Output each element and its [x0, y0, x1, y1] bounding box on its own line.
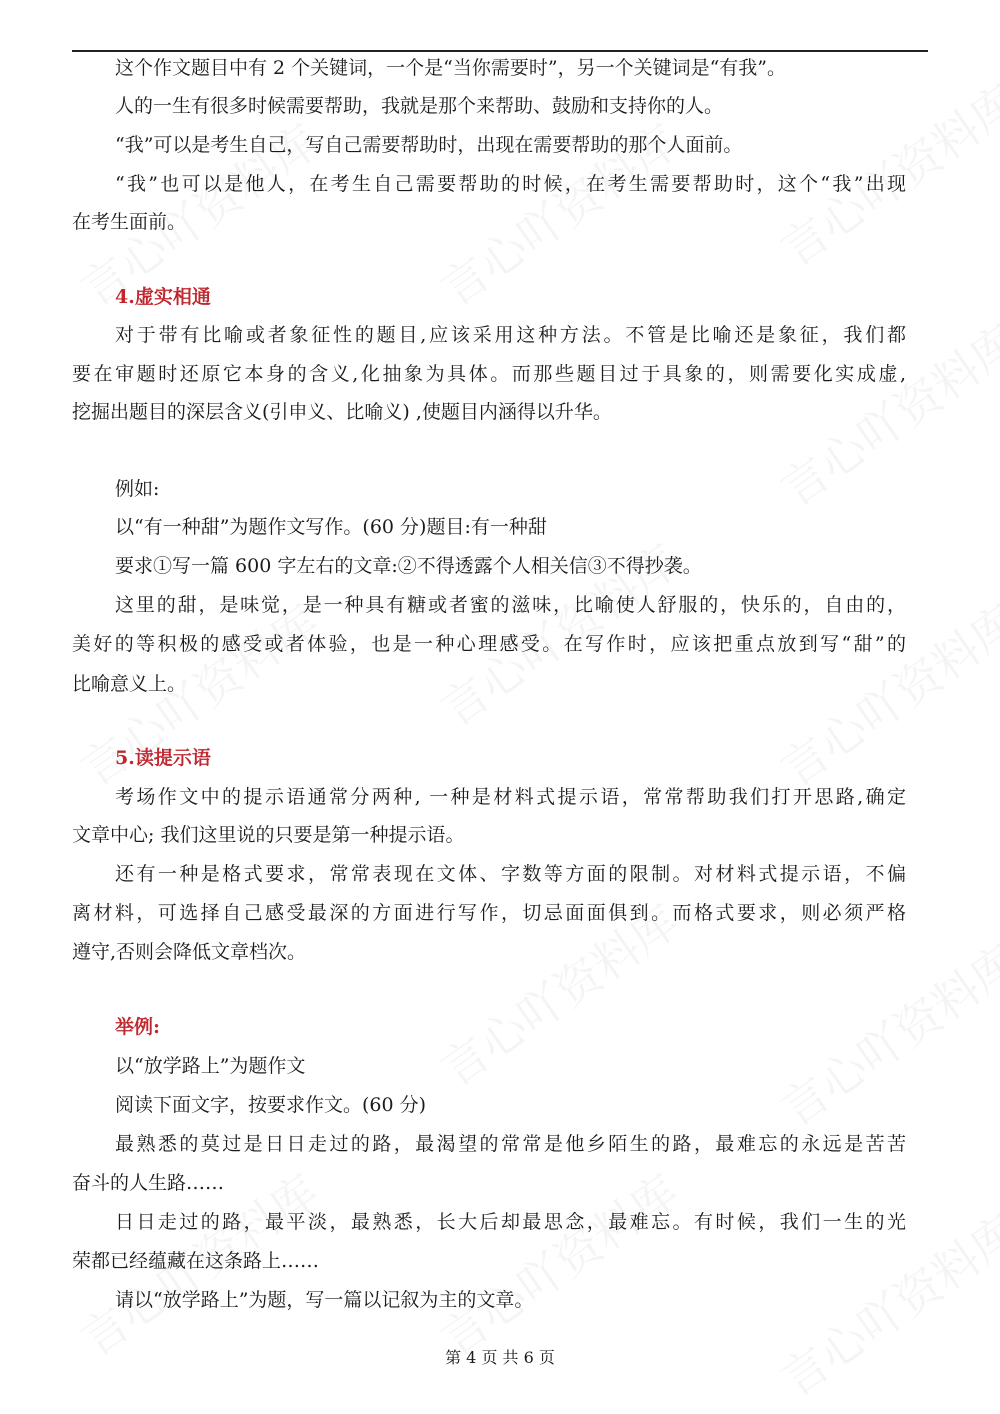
paragraph-line: 这里的甜，是味觉，是一种具有糖或者蜜的滋味，比喻使人舒服的，快乐的，自由的， — [115, 594, 906, 616]
paragraph-line: 阅读下面文字，按要求作文。(60 分) — [115, 1094, 427, 1116]
paragraph-line: 奋斗的人生路…… — [72, 1172, 225, 1194]
paragraph-line: 挖掘出题目的深层含义(引申义、比喻义) ,使题目内涵得以升华。 — [72, 401, 612, 423]
paragraph-line: 离材料，可选择自己感受最深的方面进行写作，切忌面面俱到。而格式要求，则必须严格 — [72, 902, 906, 924]
section-heading: 4.虚实相通 — [115, 286, 211, 308]
paragraph-line: 这个作文题目中有 2 个关键词，一个是“当你需要时”，另一个关键词是“有我”。 — [115, 57, 787, 79]
paragraph-line: 荣都已经蕴藏在这条路上…… — [72, 1250, 320, 1272]
paragraph-line: 最熟悉的莫过是日日走过的路，最渴望的常常是他乡陌生的路，最难忘的永远是苦苦 — [115, 1133, 906, 1155]
paragraph-line: “我”也可以是他人，在考生自己需要帮助的时候，在考生需要帮助时，这个“我”出现 — [115, 173, 906, 195]
paragraph-line: 对于带有比喻或者象征性的题目,应该采用这种方法。不管是比喻还是象征，我们都 — [115, 324, 906, 346]
paragraph-line: 比喻意义上。 — [72, 673, 187, 695]
paragraph-line: 美好的等积极的感受或者体验，也是一种心理感受。在写作时，应该把重点放到写“甜”的 — [72, 633, 906, 655]
page-number: 第 4 页 共 6 页 — [445, 1348, 555, 1367]
paragraph-line: 请以“放学路上”为题，写一篇以记叙为主的文章。 — [115, 1289, 534, 1311]
section-heading: 5.读提示语 — [115, 747, 211, 769]
paragraph-line: “我”可以是考生自己，写自己需要帮助时，出现在需要帮助的那个人面前。 — [115, 134, 743, 156]
paragraph-line: 日日走过的路，最平淡，最熟悉，长大后却最思念，最难忘。有时候，我们一生的光 — [115, 1211, 906, 1233]
paragraph-line: 文章中心; 我们这里说的只要是第一种提示语。 — [72, 824, 465, 846]
section-heading: 举例: — [115, 1016, 161, 1038]
paragraph-line: 在考生面前。 — [72, 211, 187, 233]
paragraph-line: 要求①写一篇 600 字左右的文章:②不得透露个人相关信③不得抄袭。 — [115, 555, 702, 577]
header-rule — [72, 50, 928, 52]
paragraph-line: 遵守,否则会降低文章档次。 — [72, 941, 307, 963]
paragraph-line: 人的一生有很多时候需要帮助，我就是那个来帮助、鼓励和支持你的人。 — [115, 95, 724, 117]
paragraph-line: 例如: — [115, 478, 160, 500]
paragraph-line: 还有一种是格式要求，常常表现在文体、字数等方面的限制。对材料式提示语，不偏 — [115, 863, 906, 885]
paragraph-line: 考场作文中的提示语通常分两种, 一种是材料式提示语，常常帮助我们打开思路,确定 — [115, 786, 906, 808]
paragraph-line: 以“放学路上”为题作文 — [115, 1055, 306, 1077]
paragraph-line: 以“有一种甜”为题作文写作。(60 分)题目:有一种甜 — [115, 516, 547, 538]
paragraph-line: 要在审题时还原它本身的含义,化抽象为具体。而那些题目过于具象的，则需要化实成虚, — [72, 363, 906, 385]
